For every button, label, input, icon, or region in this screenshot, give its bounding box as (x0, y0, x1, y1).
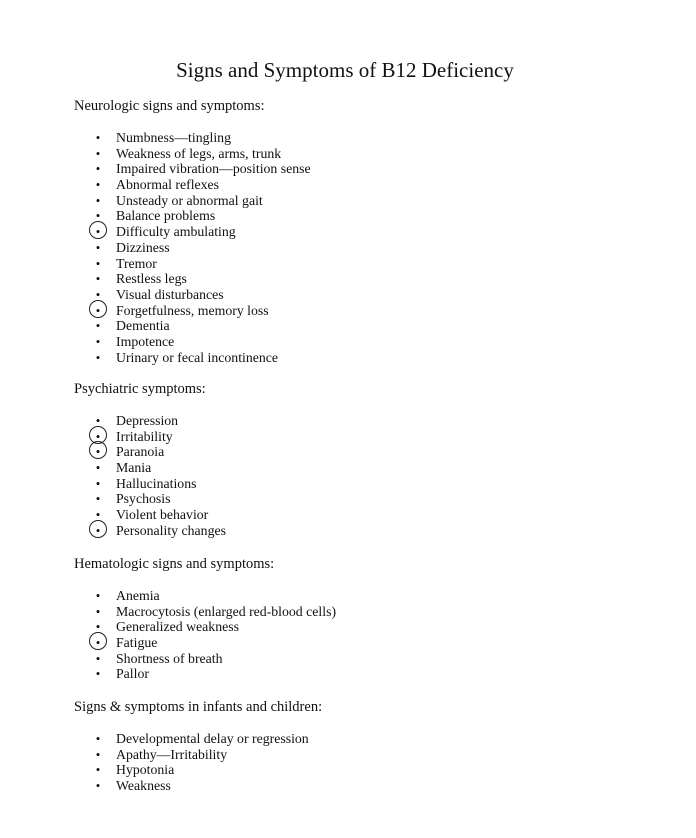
list-item-text: Depression (116, 413, 179, 428)
list-item-text: Irritability (116, 428, 173, 444)
list-item-text: Numbness—tingling (116, 130, 231, 145)
list-item-text: Hypotonia (116, 762, 175, 778)
list-item-text: Unsteady or abnormal gait (116, 192, 263, 208)
list-item-text: Macrocytosis (enlarged red-blood cells) (116, 603, 337, 619)
bullet-icon: • (95, 603, 101, 619)
bullet-icon: • (95, 192, 101, 208)
bullet-icon: • (95, 746, 101, 762)
bullet-icon: • (95, 286, 101, 302)
bullet-icon: • (95, 208, 101, 224)
hand-drawn-circle-mark (89, 441, 107, 459)
list-item-text: Forgetfulness, memory loss (116, 302, 269, 318)
list-item-text: Shortness of breath (116, 650, 223, 666)
bullet-icon: • (95, 239, 101, 255)
list-item-text: Fatigue (116, 635, 158, 651)
list-item-text: Dizziness (116, 239, 170, 255)
bullet-icon: • (95, 318, 101, 334)
bullet-icon: • (95, 255, 101, 271)
bullet-icon: • (95, 507, 101, 523)
bullet-icon: • (95, 302, 101, 318)
list-item-text: Dementia (116, 318, 170, 334)
section-heading: Psychiatric symptoms: (74, 381, 206, 397)
list-item-text: Generalized weakness (116, 619, 239, 635)
page-title: Signs and Symptoms of B12 Deficiency (176, 58, 514, 82)
list-item-text: Anemia (116, 588, 160, 603)
bullet-icon: • (95, 333, 101, 349)
bullet-icon: • (95, 428, 101, 444)
bullet-icon: • (95, 635, 101, 651)
list-item-text: Balance problems (116, 208, 216, 224)
list-item-text: Difficulty ambulating (116, 224, 236, 240)
list-item-text: Tremor (116, 255, 157, 271)
section-heading: Signs & symptoms in infants and children: (74, 699, 323, 715)
bullet-icon: • (95, 666, 101, 682)
bullet-icon: • (95, 588, 101, 603)
bullet-icon: • (95, 177, 101, 193)
bullet-icon: • (95, 349, 101, 365)
list-item-text: Personality changes (116, 522, 226, 538)
list-item-text: Weakness of legs, arms, trunk (116, 145, 282, 161)
bullet-icon: • (95, 522, 101, 538)
list-item-text: Abnormal reflexes (116, 177, 220, 193)
hand-drawn-circle-mark (89, 520, 107, 538)
bullet-icon: • (95, 130, 101, 145)
list-item-text: Mania (116, 460, 152, 476)
bullet-icon: • (95, 491, 101, 507)
bullet-icon: • (95, 271, 101, 287)
list-item-text: Weakness (116, 778, 171, 794)
bullet-icon: • (95, 731, 101, 746)
hand-drawn-circle-mark (89, 221, 107, 239)
list-item-text: Pallor (116, 666, 149, 682)
list-item-text: Impaired vibration—position sense (116, 161, 311, 177)
section-heading: Neurologic signs and symptoms: (74, 98, 265, 114)
list-item-text: Impotence (116, 333, 175, 349)
hand-drawn-circle-mark (89, 632, 107, 650)
bullet-icon: • (95, 161, 101, 177)
list-item-text: Paranoia (116, 444, 165, 460)
section-heading: Hematologic signs and symptoms: (74, 556, 275, 572)
list-item-text: Hallucinations (116, 475, 197, 491)
bullet-icon: • (95, 224, 101, 240)
bullet-icon: • (95, 762, 101, 778)
bullet-icon: • (95, 444, 101, 460)
list-item-text: Developmental delay or regression (116, 731, 309, 746)
bullet-icon: • (95, 650, 101, 666)
bullet-icon: • (95, 475, 101, 491)
bullet-icon: • (95, 778, 101, 794)
list-item-text: Restless legs (116, 271, 187, 287)
list-item-text: Apathy—Irritability (116, 746, 228, 762)
bullet-icon: • (95, 413, 101, 428)
list-item-text: Psychosis (116, 491, 171, 507)
list-item-text: Urinary or fecal incontinence (116, 349, 279, 365)
bullet-icon: • (95, 145, 101, 161)
list-item-text: Visual disturbances (116, 286, 224, 302)
list-item-text: Violent behavior (116, 507, 209, 523)
hand-drawn-circle-mark (89, 300, 107, 318)
bullet-icon: • (95, 619, 101, 635)
bullet-icon: • (95, 460, 101, 476)
